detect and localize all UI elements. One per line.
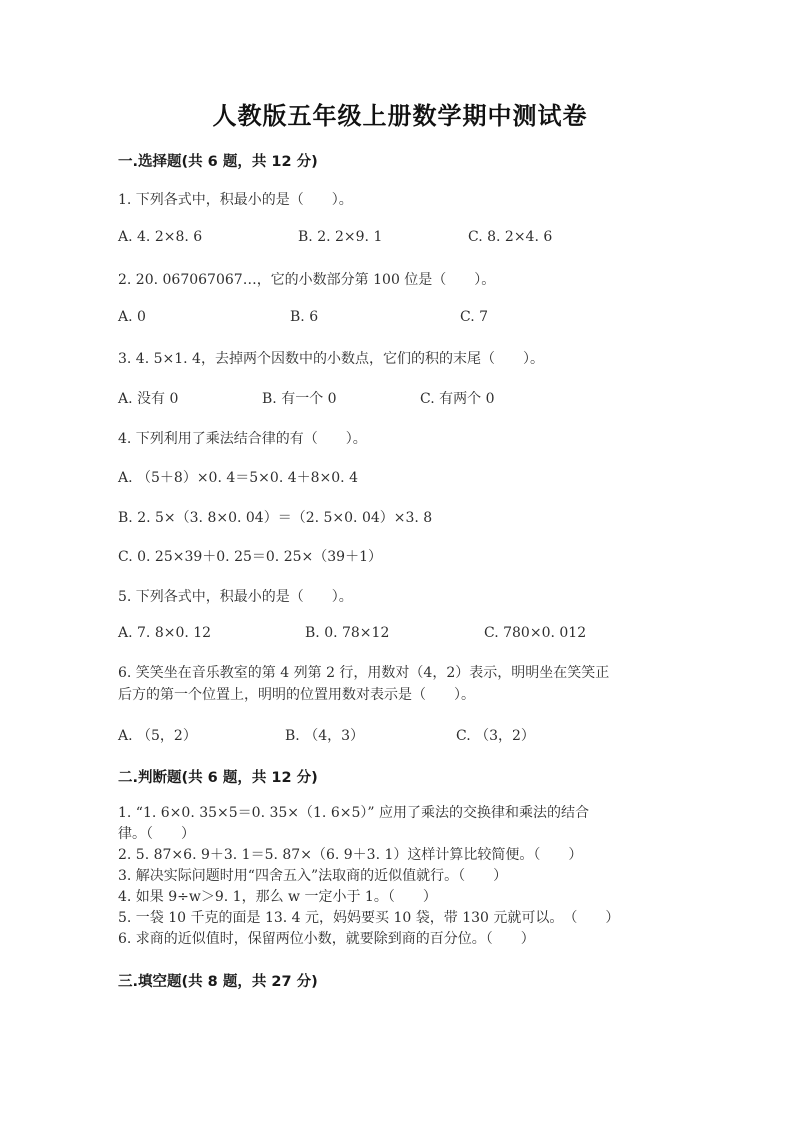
judgment-1-text-line-1: 1. “1. 6×0. 35×5＝0. 35×（1. 6×5）” 应用了乘法的交换律和乘法的结合 [118, 805, 589, 821]
question-6-option-a: A. （5，2） [118, 728, 197, 744]
question-5-option-c: C. 780×0. 012 [484, 625, 587, 641]
question-5-option-a: A. 7. 8×0. 12 [118, 625, 212, 641]
question-4-option-a: A. （5＋8）×0. 4＝5×0. 4＋8×0. 4 [118, 470, 358, 486]
question-4-option-c: C. 0. 25×39＋0. 25＝0. 25×（39＋1） [118, 549, 382, 565]
question-6-text-line-2: 后方的第一个位置上，明明的位置用数对表示是（ ）。 [118, 687, 475, 703]
judgment-1-text-line-2: 律。（ ） [118, 826, 195, 842]
question-3-option-c: C. 有两个 0 [420, 391, 495, 407]
judgment-5-text: 5. 一袋 10 千克的面是 13. 4 元，妈妈要买 10 袋，带 130 元就可以。 （ ） [118, 910, 620, 926]
judgment-3-text: 3. 解决实际问题时用“四舍五入”法取商的近似值就行。（ ） [118, 868, 508, 884]
question-1-text: 1. 下列各式中，积最小的是（ ）。 [118, 192, 353, 208]
section-heading-judgment: 二.判断题(共 6 题，共 12 分) [118, 770, 318, 786]
question-3-text: 3. 4. 5×1. 4，去掉两个因数中的小数点，它们的积的末尾（ ）。 [118, 351, 544, 367]
page-title: 人教版五年级上册数学期中测试卷 [212, 102, 588, 130]
question-2-option-a: A. 0 [118, 309, 146, 325]
judgment-6-text: 6. 求商的近似值时，保留两位小数，就要除到商的百分位。（ ） [118, 931, 535, 947]
question-2-option-c: C. 7 [460, 309, 489, 325]
question-6-option-b: B. （4，3） [285, 728, 365, 744]
question-2-option-b: B. 6 [290, 309, 319, 325]
question-1-option-a: A. 4. 2×8. 6 [118, 229, 203, 245]
question-5-text: 5. 下列各式中，积最小的是（ ）。 [118, 589, 353, 605]
question-6-option-c: C. （3，2） [456, 728, 535, 744]
question-3-option-b: B. 有一个 0 [262, 391, 337, 407]
question-5-option-b: B. 0. 78×12 [305, 625, 390, 641]
question-3-option-a: A. 没有 0 [118, 391, 179, 407]
question-6-text-line-1: 6. 笑笑坐在音乐教室的第 4 列第 2 行，用数对（4，2）表示，明明坐在笑笑正 [118, 665, 610, 681]
section-heading-choice: 一.选择题(共 6 题，共 12 分) [118, 154, 318, 170]
judgment-4-text: 4. 如果 9÷w＞9. 1，那么 w 一定小于 1。（ ） [118, 889, 437, 905]
question-4-option-b: B. 2. 5×（3. 8×0. 04）＝（2. 5×0. 04）×3. 8 [118, 510, 433, 526]
question-2-text: 2. 20. 067067067…，它的小数部分第 100 位是（ ）。 [118, 272, 496, 288]
judgment-2-text: 2. 5. 87×6. 9＋3. 1＝5. 87×（6. 9＋3. 1）这样计算比较简便。（ ） [118, 847, 583, 863]
question-4-text: 4. 下列利用了乘法结合律的有（ ）。 [118, 431, 367, 447]
question-1-option-b: B. 2. 2×9. 1 [298, 229, 383, 245]
section-heading-fill-blank: 三.填空题(共 8 题，共 27 分) [118, 974, 318, 990]
question-1-option-c: C. 8. 2×4. 6 [468, 229, 553, 245]
